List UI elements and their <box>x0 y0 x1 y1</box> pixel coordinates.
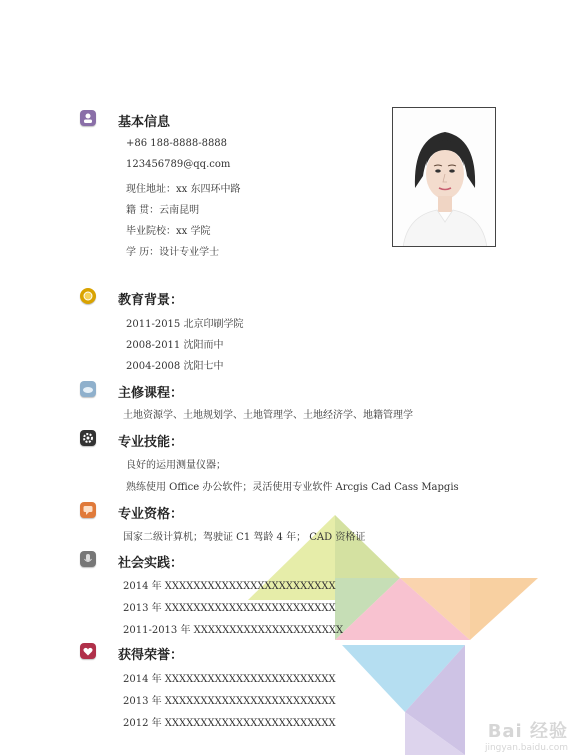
microphone-icon <box>80 551 96 567</box>
email: 123456789@qq.com <box>126 159 231 170</box>
user-card-icon <box>80 110 96 126</box>
watermark-main: Bai 经验 <box>487 721 568 742</box>
chat-bubble-icon <box>80 502 96 518</box>
certificates-text: 国家二级计算机；驾驶证 C1 驾龄 4 年； CAD 资格证 <box>123 532 366 543</box>
education-item: 2004-2008 沈阳七中 <box>126 361 224 372</box>
honors-item: 2013 年 XXXXXXXXXXXXXXXXXXXXXXXX <box>123 696 336 707</box>
profile-photo <box>392 107 496 247</box>
skills-line: 熟练使用 Office 办公软件；灵活使用专业软件 Arcgis Cad Cass Mapgis <box>126 482 459 493</box>
school: 毕业院校：xx 学院 <box>126 226 211 237</box>
education-heading: 教育背景： <box>118 293 184 308</box>
degree: 学 历：设计专业学士 <box>126 247 220 258</box>
medal-icon <box>80 288 96 304</box>
honors-item: 2012 年 XXXXXXXXXXXXXXXXXXXXXXXX <box>123 718 336 729</box>
courses-text: 土地资源学、土地规划学、土地管理学、土地经济学、地籍管理学 <box>123 410 413 421</box>
hometown: 籍 贯：云南昆明 <box>126 205 200 216</box>
practice-heading: 社会实践： <box>118 556 184 571</box>
skills-heading: 专业技能： <box>118 435 184 450</box>
basic-info-heading: 基本信息 <box>118 115 171 130</box>
courses-heading: 主修课程： <box>118 386 184 401</box>
heart-icon <box>80 643 96 659</box>
certificates-heading: 专业资格： <box>118 507 184 522</box>
watermark <box>485 717 568 753</box>
practice-item: 2011-2013 年 XXXXXXXXXXXXXXXXXXXXX <box>123 625 344 636</box>
practice-item: 2013 年 XXXXXXXXXXXXXXXXXXXXXXXX <box>123 603 336 614</box>
practice-item: 2014 年 XXXXXXXXXXXXXXXXXXXXXXXX <box>123 581 336 592</box>
honors-heading: 获得荣誉： <box>118 648 184 663</box>
education-item: 2008-2011 沈阳而中 <box>126 340 224 351</box>
gear-icon <box>80 430 96 446</box>
watermark-url: jingyan.baidu.com <box>484 743 568 753</box>
education-item: 2011-2015 北京印刷学院 <box>126 319 244 330</box>
skills-line: 良好的运用测量仪器； <box>126 460 226 471</box>
phone: +86 188-8888-8888 <box>126 138 228 149</box>
address: 现住地址：xx 东四环中路 <box>126 184 241 195</box>
cloud-icon <box>80 381 96 397</box>
honors-item: 2014 年 XXXXXXXXXXXXXXXXXXXXXXXX <box>123 674 336 685</box>
